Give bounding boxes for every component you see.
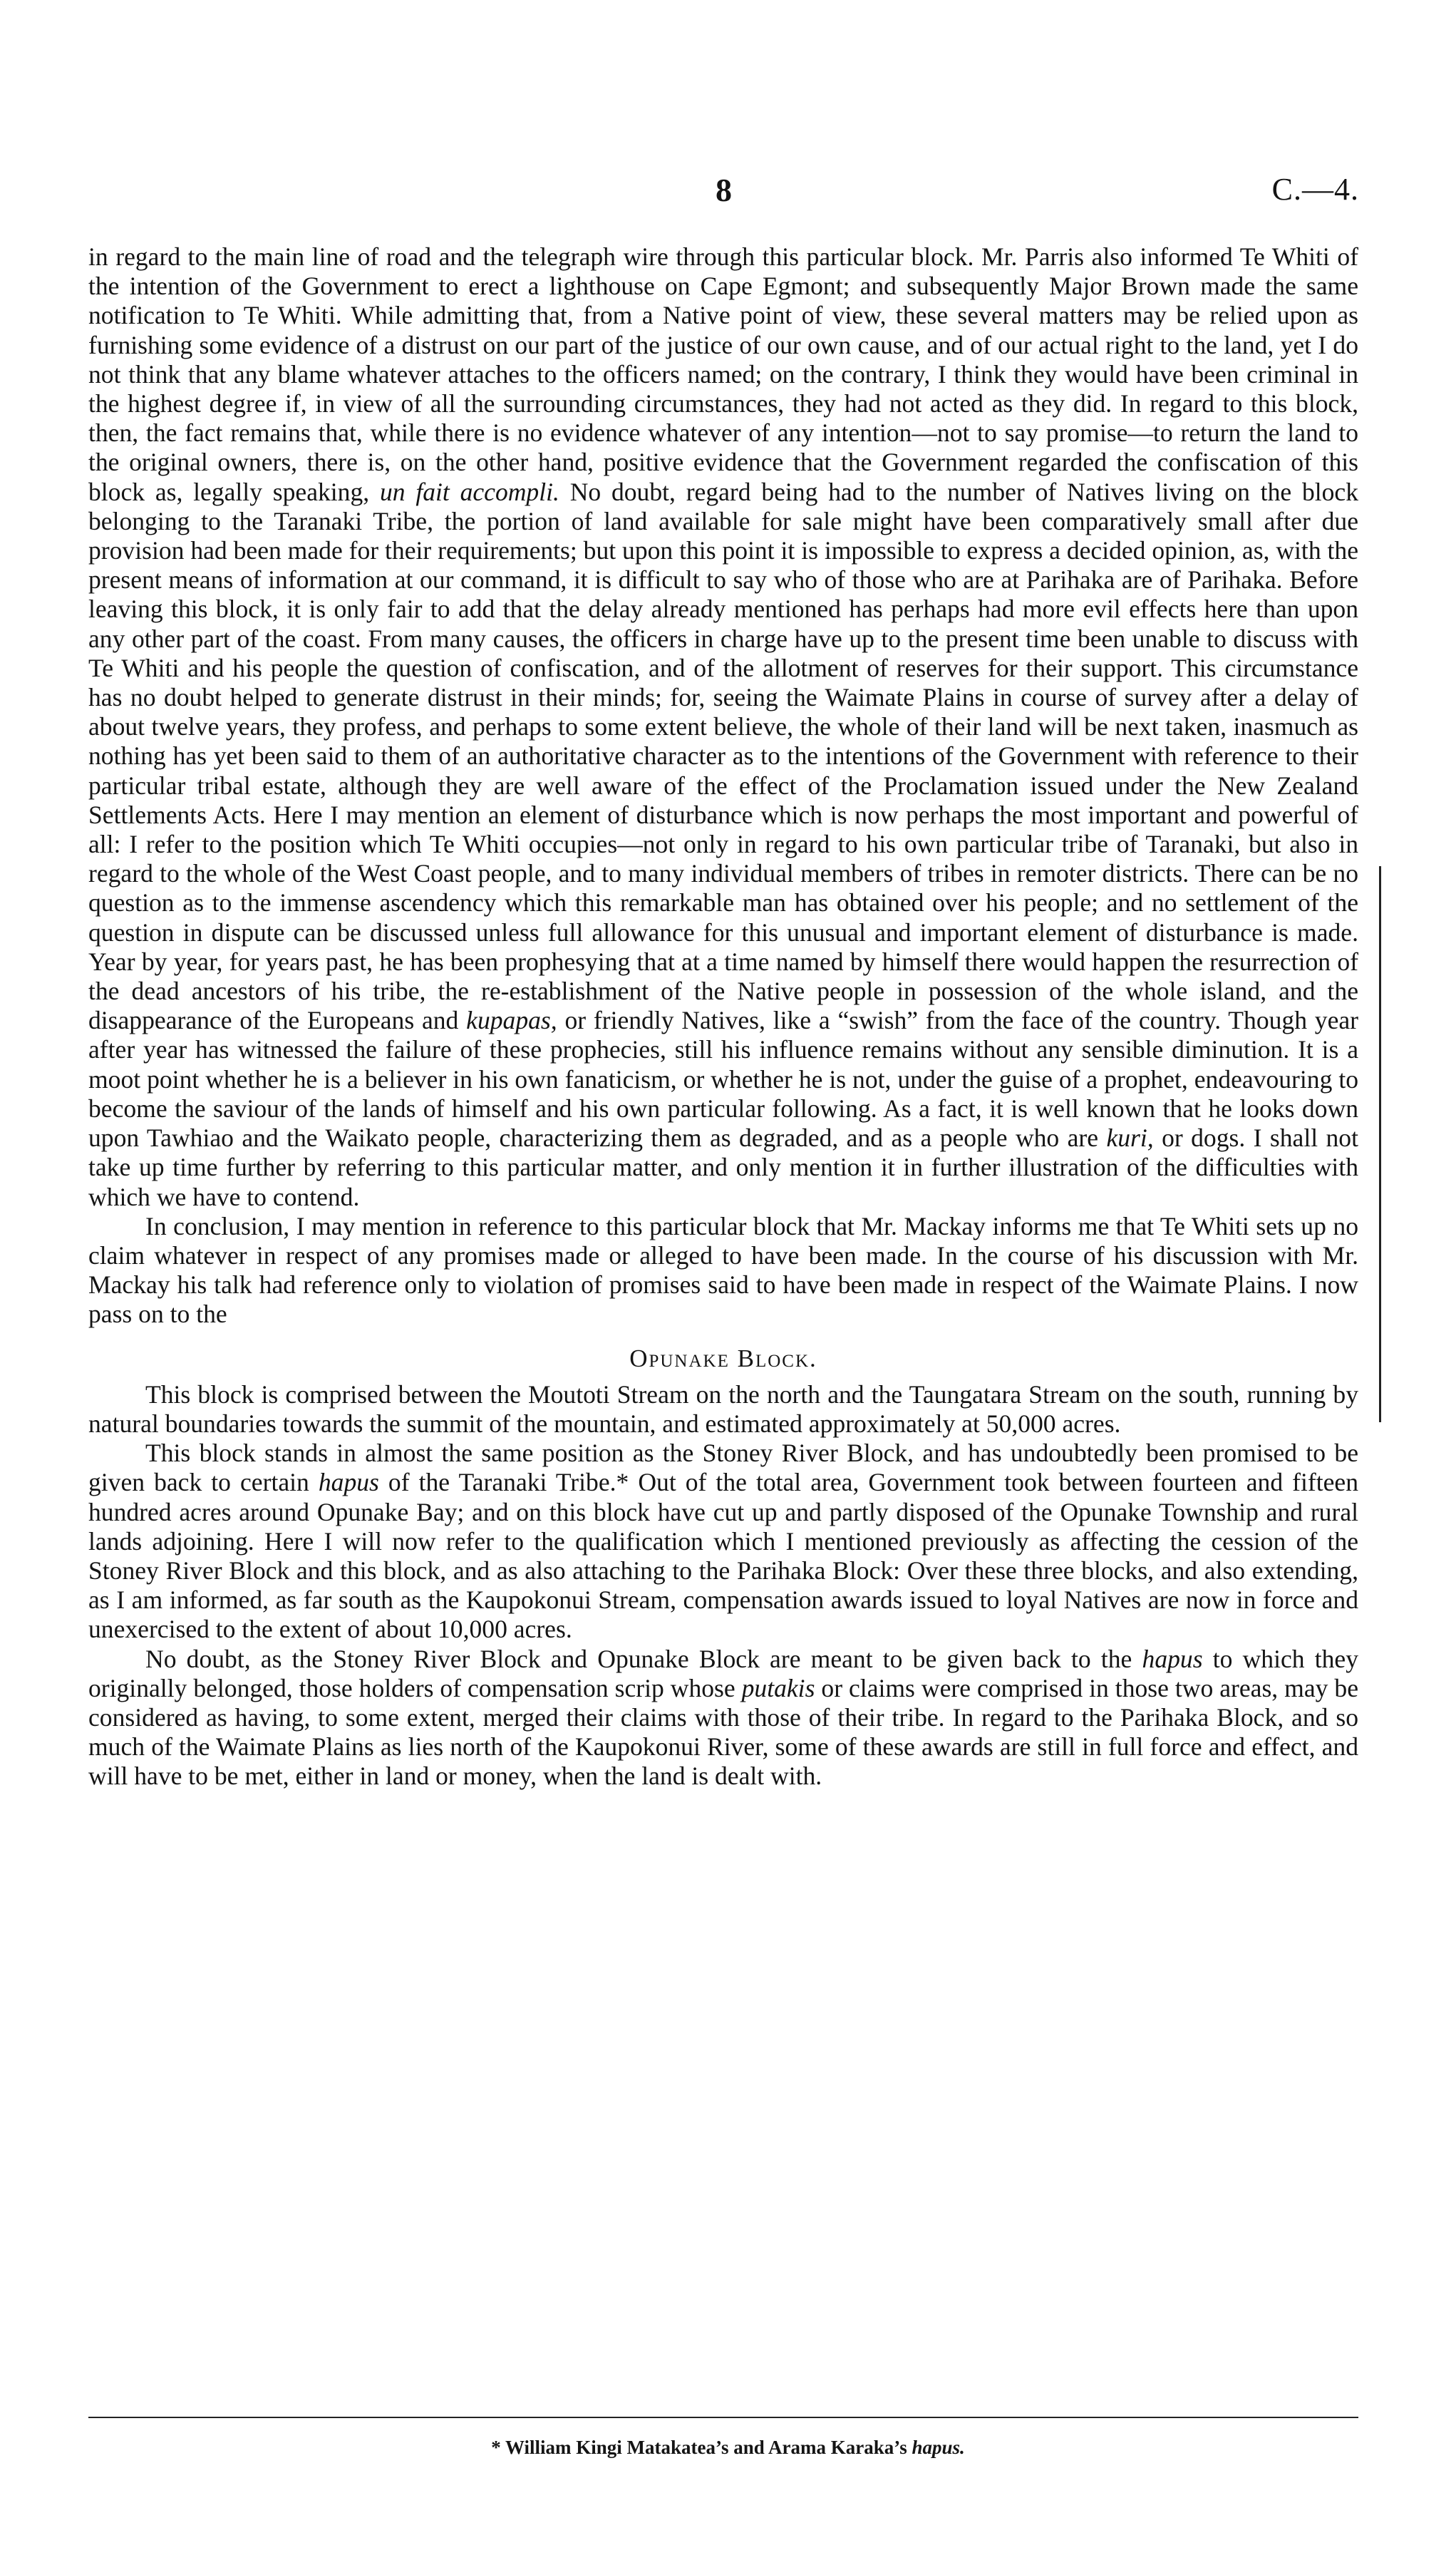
section-heading: Opunake Block.	[629, 1344, 817, 1372]
italic-word: hapus	[318, 1468, 379, 1497]
page-number: 8	[716, 172, 732, 208]
italic-word: kuri,	[1106, 1124, 1154, 1153]
page-header	[0, 171, 1456, 214]
italic-word: kupapas,	[466, 1006, 557, 1035]
paragraph-3: This block is comprised between the Moutoti Stream on the north and the Taungatara Stream on the south, running by natural boundaries towards the summit of the mountain, and estimated approximately at 50,000 acres.	[88, 1379, 1358, 1438]
footnote: * William Kingi Matakatea’s and Arama Karaka’s hapus.	[491, 2437, 965, 2458]
body-text	[88, 242, 1358, 1792]
italic-phrase: un fait accompli.	[379, 477, 559, 506]
italic-word: hapus	[1142, 1644, 1203, 1673]
document-reference: C.—4.	[1271, 172, 1359, 207]
italic-word: hapus.	[912, 2437, 965, 2458]
paragraph-1: in regard to the main line of road and the telegraph wire through this particular block. Mr. Parris also informed Te Whiti of the intention of the Government to erect a lighthouse on Cape Egmont; and subsequently Major Brown made the same notification to Te Whiti. While admitting that, from a Native point of view, these several matters may be relied upon as furnishing some evidence of a distrust on our part of the justice of our own cause, and of our actual right to the land, yet I do not think that any blame whatever attaches to the officers named; on the contrary, I think they would have been criminal in the highest degree if, in view of all the surrounding circumstances, they had not acted as they did. In regard to this block, then, the fact remains that, while there is no evidence whatever of any intention—not to say promise—to return the land to the original owners, there is, on the other hand, positive evidence that the Government regarded the confiscation of this block as, legally speaking, un fait accompli. No doubt, regard being had to the number of Natives living on the block belonging to the Taranaki Tribe, the portion of land available for sale might have been comparatively small after due provision had been made for their requirements; but upon this point it is impossible to express a decided opinion, as, with the present means of information at our command, it is difficult to say who of those who are at Parihaka are of Parihaka. Before leaving this block, it is only fair to add that the delay already mentioned has perhaps had more evil effects here than upon any other part of the coast. From many causes, the officers in charge have up to the present time been unable to discuss with Te Whiti and his people the question of confiscation, and of the allotment of reserves for their support. This circumstance has no doubt helped to generate distrust in their minds; for, seeing the Waimate Plains in course of survey after a delay of about twelve years, they profess, and perhaps to some extent believe, the whole of their land will be next taken, inasmuch as nothing has yet been said to them of an authoritative character as to the intentions of the Government with reference to their particular tribal estate, although they are well aware of the effect of the Proclamation issued under the New Zealand Settlements Acts. Here I may mention an element of disturbance which is now perhaps the most important and powerful of all: I refer to the position which Te Whiti occupies—not only in regard to his own particular tribe of Taranaki, but also in regard to the whole of the West Coast people, and to many individual members of tribes in remoter districts. There can be no question as to the immense ascendency which this remarkable man has obtained over his people; and no settlement of the question in dispute can be discussed unless full allowance for this unusual and important element of disturbance is made. Year by year, for years past, he has been prophesying that at a time named by himself there would happen the resurrection of the dead ancestors of his tribe, the re-establishment of the Native people in possession of the whole island, and the disappearance of the Europeans and kupapas, or friendly Natives, like a “swish” from the face of the country. Though year after year has witnessed the failure of these prophecies, still his influence remains without any sensible diminution. It is a moot point whether he is a believer in his own fanaticism, or whether he is not, under the guise of a prophet, endeavouring to become the saviour of the lands of himself and his own particular following. As a fact, it is well known that he looks down upon Tawhiao and the Waikato people, characterizing them as degraded, and as a people who are kuri, or dogs. I shall not take up time further by referring to this particular matter, and only mention it in further illustration of the difficulties with which we have to contend.	[88, 242, 1359, 1211]
paragraph-5: No doubt, as the Stoney River Block and Opunake Block are meant to be given back to the hapus to which they originally belonged, those holders of compensation scrip whose putakis or claims were comprised in those two areas, may be considered as having, to some extent, merged their claims with those of their tribe. In regard to the Parihaka Block, and so much of the Waimate Plains as lies north of the Kaupokonui River, some of these awards are still in full force and effect, and will have to be met, either in land or money, when the land is dealt with.	[88, 1644, 1358, 1791]
footnote-rule	[88, 2417, 1358, 2418]
italic-word: putakis	[741, 1673, 815, 1702]
paragraph-4: This block stands in almost the same position as the Stoney River Block, and has undoubtedly been promised to be given back to certain hapus of the Taranaki Tribe.* Out of the total area, Government took between fourteen and fifteen hundred acres around Opunake Bay; and on this block have cut up and partly disposed of the Opunake Township and rural lands adjoining. Here I will now refer to the qualification which I mentioned previously as affecting the cession of the Stoney River Block and this block, and as also attaching to the Parihaka Block: Over these three blocks, and also extending, as I am informed, as far south as the Kaupokonui Stream, compensation awards issued to loyal Natives are now in force and unexercised to the extent of about 10,000 acres.	[88, 1439, 1358, 1644]
paragraph-2: In conclusion, I may mention in reference to this particular block that Mr. Mackay informs me that Te Whiti sets up no claim whatever in respect of any promises made or alleged to have been made. In the course of his discussion with Mr. Mackay his talk had reference only to violation of promises said to have been made in respect of the Waimate Plains. I now pass on to the	[88, 1211, 1358, 1329]
margin-mark	[1379, 866, 1381, 1422]
